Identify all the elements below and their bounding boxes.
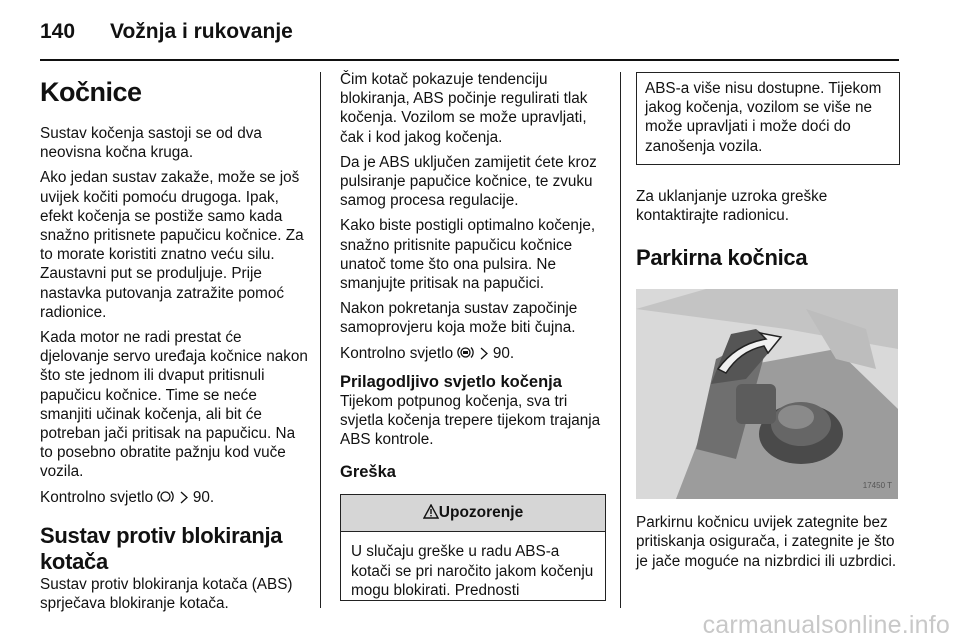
warning-box bbox=[340, 494, 606, 601]
section-title: Vožnja i rukovanje bbox=[110, 20, 293, 43]
paragraph: Sustav protiv blokiranja kotača (ABS) sprječava blokiranje kotača. bbox=[40, 575, 293, 613]
warning-text: U slučaju greške u radu ABS-a kotači se pri naročito jakom kočenju mogu blokirati. Prednosti bbox=[351, 543, 594, 599]
warning-header bbox=[341, 495, 605, 532]
adaptive-brake-light-heading: Prilagodljivo svjetlo kočenja bbox=[340, 372, 562, 391]
paragraph: Da je ABS uključen zamijetit ćete kroz pulsiranje papučice kočnice, te zvuku samog procesa regulacije. bbox=[340, 153, 597, 210]
page-number: 140 bbox=[40, 20, 76, 43]
column-divider-2 bbox=[620, 72, 621, 608]
control-light-ref bbox=[340, 344, 606, 365]
ref-prefix: Kontrolno svjetlo bbox=[340, 344, 454, 362]
abs-warning-icon bbox=[457, 345, 474, 365]
column-divider-1 bbox=[320, 72, 321, 608]
parking-brake-heading: Parkirna kočnica bbox=[636, 245, 808, 271]
page-reference-icon bbox=[479, 346, 489, 365]
paragraph: Tijekom potpunog kočenja, sva tri svjetla kočenja trepere tijekom trajanja ABS kontrole. bbox=[340, 392, 601, 449]
watermark: carmanualsonline.info bbox=[702, 611, 950, 639]
image-id: 17450 T bbox=[862, 481, 892, 491]
brake-warning-icon bbox=[157, 489, 174, 509]
paragraph: Nakon pokretanja sustav započinje samoprovjeru koja može biti čujna. bbox=[340, 300, 578, 337]
paragraph: Za uklanjanje uzroka greške kontaktirajte radionicu. bbox=[636, 187, 828, 225]
page-ref[interactable]: 90. bbox=[192, 488, 215, 506]
paragraph: Parkirnu kočnicu uvijek zategnite bez pritiskanja osigurača, i zategnite je što je jače moguće na nizbrdici ili uzbrdici. bbox=[636, 514, 897, 570]
brakes-heading: Kočnice bbox=[40, 77, 142, 107]
page-reference-icon bbox=[179, 490, 189, 509]
ref-prefix: Kontrolno svjetlo bbox=[40, 488, 154, 506]
paragraph: Sustav kočenja sastoji se od dva neovisna kočna kruga. bbox=[40, 125, 262, 162]
middle-column bbox=[340, 70, 606, 601]
page-header bbox=[40, 20, 293, 44]
warning-triangle-icon bbox=[423, 497, 439, 533]
header-rule bbox=[40, 59, 899, 61]
page-ref[interactable]: 90. bbox=[492, 344, 515, 362]
control-light-ref bbox=[40, 488, 308, 509]
warning-title: Upozorenje bbox=[438, 504, 524, 522]
parking-brake-illustration bbox=[636, 289, 898, 499]
warning-continuation-box: ABS-a više nisu dostupne. Tijekom jakog kočenja, vozilom se više ne može upravljati i može doći do zanošenja vozila. bbox=[636, 72, 900, 165]
paragraph: Čim kotač pokazuje tendenciju blokiranja, ABS počinje regulirati tlak kočenja. Vozilom se može upravljati, čak i kod jakog kočenja. bbox=[340, 71, 588, 146]
paragraph: Ako jedan sustav zakaže, može se još uvijek kočiti pomoću drugoga. Ipak, efekt kočenja se postiže samo kada snažno pritisnete papučicu kočnice. Za to morate koristiti znatno veću silu. Zaustavni put se produljuje. Prije nastavka putovanja zatražite pomoć radionice. bbox=[40, 169, 304, 321]
left-column bbox=[40, 70, 308, 619]
right-column bbox=[636, 70, 900, 577]
paragraph: Kada motor ne radi prestat će djelovanje servo uređaja kočnice nakon što ste jednom ili dvaput pritisnuli papučicu kočnice. Time se neće smanjiti učinak kočenja, ali bit će potreban jači pritisak na papučicu. Na to posebno obratite pažnju kod vuče vozila. bbox=[40, 329, 308, 481]
paragraph: Kako biste postigli optimalno kočenje, snažno pritisnite papučicu kočnice unatoč tome što ona pulsira. Ne smanjujte pritisak na papučici. bbox=[340, 217, 596, 293]
fault-heading: Greška bbox=[340, 463, 396, 482]
abs-heading: Sustav protiv blokiranja kotača bbox=[40, 522, 283, 574]
